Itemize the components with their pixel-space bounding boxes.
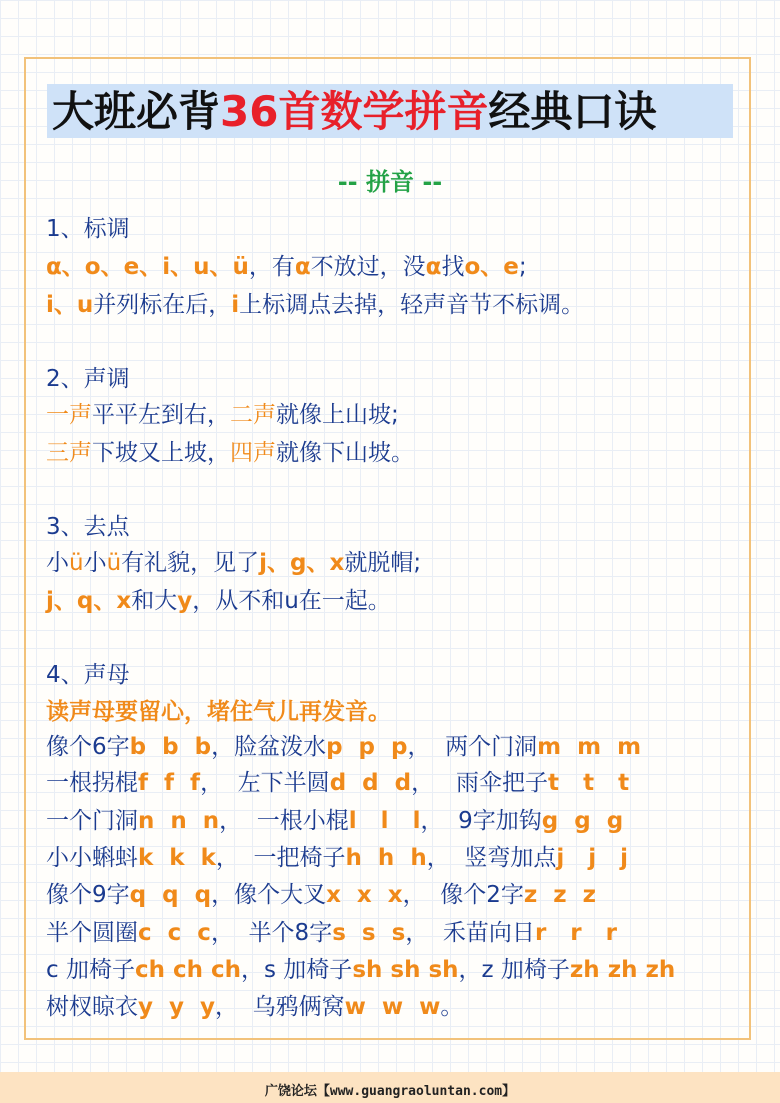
vowel-i: i [231, 292, 240, 318]
pinyin-initial: sh sh sh [352, 957, 459, 983]
tone-name: 三声 [46, 440, 92, 466]
pinyin-initial: h h h [345, 845, 427, 871]
text: ，从不和u在一起。 [192, 588, 391, 614]
pinyin-initial: f f f [138, 770, 201, 796]
footer-url: 【www.guangraoluntan.com】 [316, 1084, 516, 1099]
pinyin-initial: y y y [138, 994, 216, 1020]
mnemonic-text: ， 禾苗向日 [405, 920, 535, 946]
mnemonic-text: 树杈晾衣 [46, 994, 138, 1020]
section-3-heading: 3、去点 [46, 514, 130, 540]
initial-y: y [177, 588, 193, 614]
pinyin-initial: z z z [523, 882, 597, 908]
mnemonic-text: ， 左下半圆 [200, 770, 330, 796]
mnemonic-text: ，脸盆泼水 [211, 734, 327, 760]
title-highlight: 36首数学拼音 [220, 87, 489, 136]
pinyin-initial: x x x [326, 882, 403, 908]
title-suffix: 经典口诀 [488, 87, 657, 136]
mnemonic-text: ， 乌鸦俩窝 [215, 994, 345, 1020]
text: 有礼貌，见了 [121, 550, 260, 576]
pinyin-initial: k k k [138, 845, 216, 871]
tone-name: 一声 [46, 402, 92, 428]
vowels-iu: i、u [46, 292, 94, 318]
initials-row [46, 880, 596, 910]
pinyin-initial: l l l [348, 808, 421, 834]
pinyin-initial: s s s [332, 920, 406, 946]
section-1-line-1 [46, 252, 527, 282]
tone-name: 二声 [230, 402, 276, 428]
vowel-a: α [425, 254, 442, 280]
text: 上标调点去掉，轻声音节不标调。 [239, 292, 585, 318]
section-3-line-1 [46, 548, 421, 578]
text: 小 [46, 550, 69, 576]
section-3-line-2 [46, 586, 391, 616]
mnemonic-text: ，像个大叉 [211, 882, 327, 908]
mnemonic-text: ， 两个门洞 [407, 734, 538, 760]
section-2-heading: 2、声调 [46, 366, 130, 392]
pinyin-initial: j j j [556, 845, 629, 871]
section-4-lead: 读声母要留心，堵住气儿再发音。 [46, 699, 391, 725]
text: 就脱帽; [344, 550, 422, 576]
mnemonic-text: 像个9字 [46, 882, 130, 908]
text: 并列标在后， [93, 292, 232, 318]
text: 找 [441, 254, 465, 280]
mnemonic-text: ，z 加椅子 [458, 957, 570, 983]
pinyin-initial: c c c [138, 920, 211, 946]
mnemonic-text: c 加椅子 [46, 957, 135, 983]
vowels: α、o、e、i、u、ü [46, 254, 249, 280]
section-2-line-1 [46, 400, 399, 430]
page-title [52, 84, 732, 140]
section-subtitle: -- 拼音 -- [337, 168, 443, 196]
tone-name: 四声 [230, 440, 276, 466]
pinyin-initial: d d d [329, 770, 412, 796]
mnemonic-text: 像个6字 [46, 734, 130, 760]
pinyin-initial: w w w [344, 994, 441, 1020]
pinyin-initial: q q q [129, 882, 212, 908]
pinyin-initial: g g g [541, 808, 624, 834]
text: 小 [83, 550, 107, 576]
pinyin-initial: t t t [548, 770, 630, 796]
footer-watermark [0, 1080, 780, 1099]
vowels-oe: o、e [464, 254, 519, 280]
vowel-a: α [294, 254, 311, 280]
title-prefix: 大班必背 [52, 87, 221, 136]
pinyin-initial: m m m [537, 734, 642, 760]
mnemonic-text: ， 9字加钩 [420, 808, 542, 834]
text: 和大 [131, 588, 178, 614]
footer-site: 广饶论坛 [264, 1084, 317, 1099]
text: 就像上山坡; [276, 402, 399, 428]
initials: j、g、x [259, 550, 345, 576]
section-1-line-2 [46, 290, 584, 320]
mnemonic-text: ， 一把椅子 [215, 845, 346, 871]
initials-row [46, 732, 641, 762]
text: 下坡又上坡， [92, 440, 230, 466]
mnemonic-text: ，s 加椅子 [241, 957, 353, 983]
vowel-u: ü [106, 550, 122, 576]
initials-row [46, 955, 675, 985]
text: ; [518, 254, 527, 280]
text: 不放过，没 [310, 254, 426, 280]
mnemonic-text: 半个圆圈 [46, 920, 138, 946]
initials-row [46, 768, 629, 798]
text: ，有 [248, 254, 295, 280]
vowel-u: ü [69, 550, 84, 576]
text: 就像下山坡。 [276, 440, 414, 466]
pinyin-initial: b b b [129, 734, 212, 760]
mnemonic-text: 一个门洞 [46, 808, 138, 834]
mnemonic-text: ， 竖弯加点 [426, 845, 557, 871]
mnemonic-text: ， 雨伞把子 [411, 770, 549, 796]
mnemonic-text: ， 半个8字 [210, 920, 333, 946]
initials-row [46, 843, 628, 873]
mnemonic-text: 小小蝌蚪 [46, 845, 138, 871]
section-4-heading: 4、声母 [46, 662, 130, 688]
pinyin-initial: zh zh zh [569, 957, 676, 983]
mnemonic-text: ， 一根小棍 [219, 808, 349, 834]
initials-row [46, 806, 623, 836]
initials-row [46, 992, 463, 1022]
pinyin-initial: p p p [326, 734, 408, 760]
mnemonic-text: ， 像个2字 [402, 882, 524, 908]
section-1-heading: 1、标调 [46, 216, 130, 242]
mnemonic-text: 。 [440, 994, 464, 1020]
initials: j、q、x [46, 588, 132, 614]
pinyin-initial: ch ch ch [134, 957, 242, 983]
text: 平平左到右， [92, 402, 230, 428]
section-2-line-2 [46, 438, 414, 468]
mnemonic-text: 一根拐棍 [46, 770, 138, 796]
pinyin-initial: n n n [138, 808, 220, 834]
pinyin-initial: r r r [534, 920, 618, 946]
initials-row [46, 918, 617, 948]
